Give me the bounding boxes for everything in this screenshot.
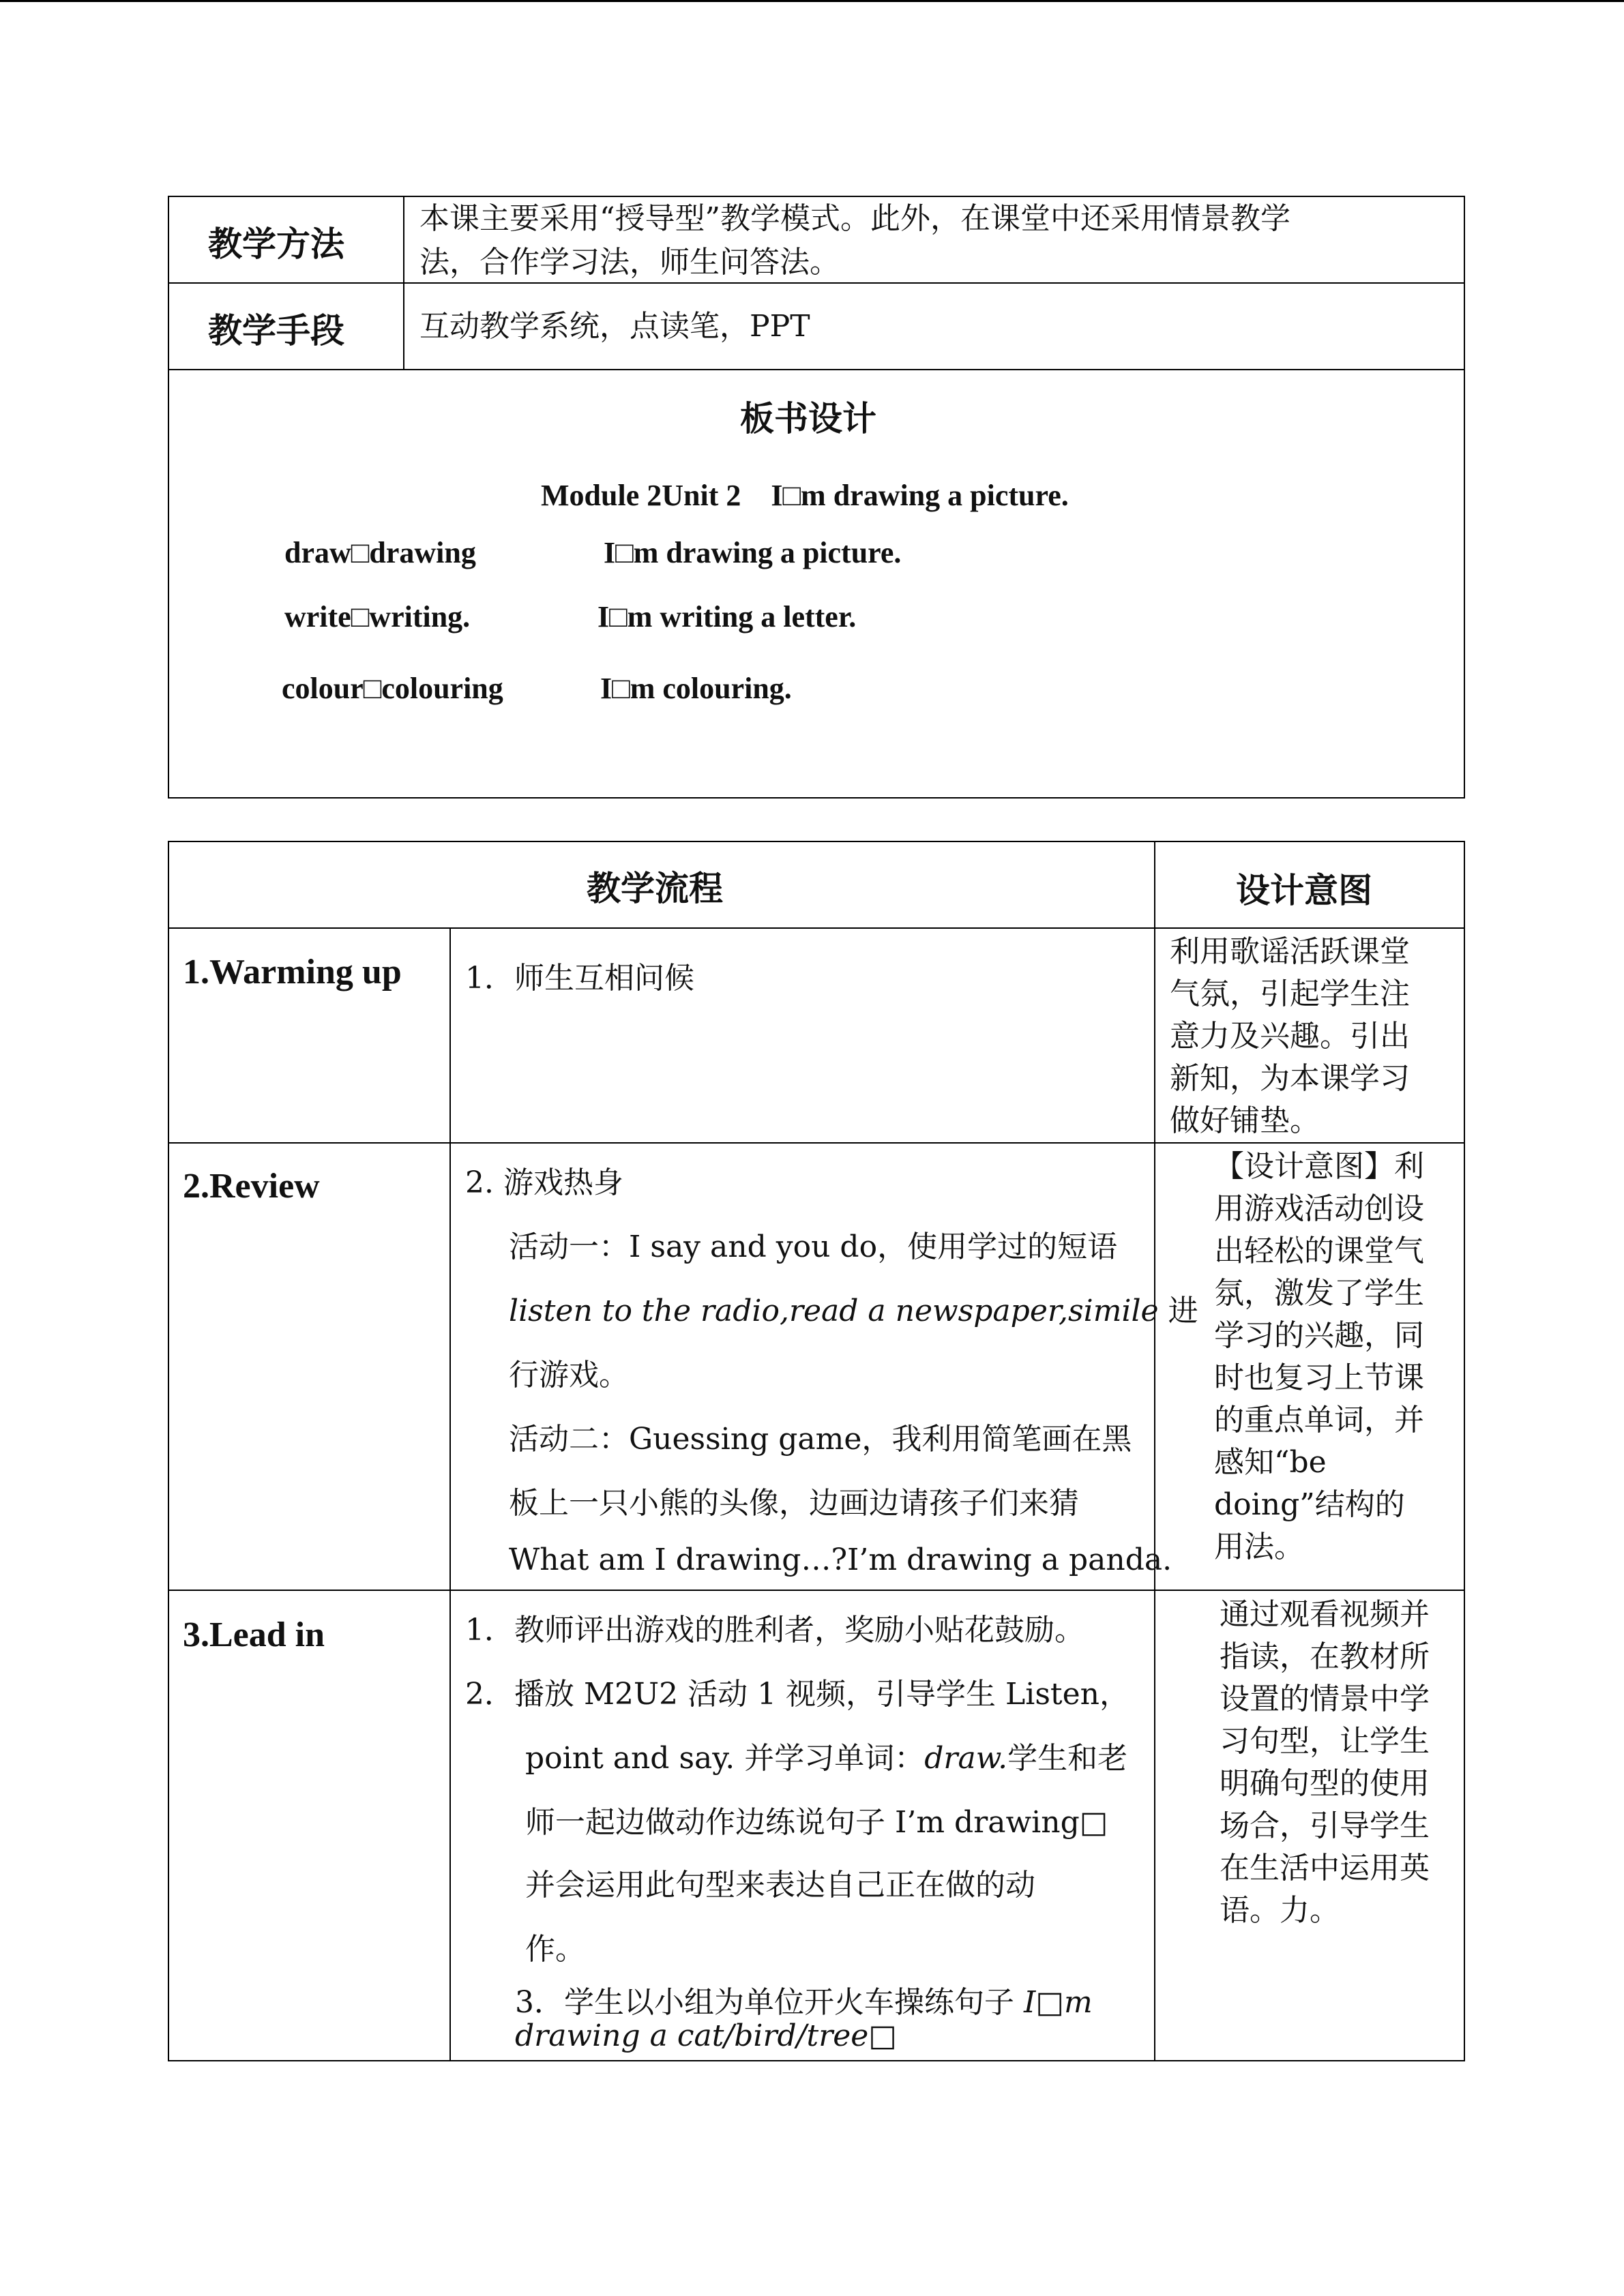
- drill-sentence: I□m: [1023, 1985, 1093, 2020]
- flow-segment: 3．学生以小组为单位开火车操练句子: [515, 1985, 1024, 2020]
- flow-line: 2. 游戏热身: [465, 1165, 623, 1200]
- flow-line: drawing a cat/bird/tree□: [515, 2018, 897, 2053]
- intent-line: 的重点单词，并: [1214, 1403, 1424, 1437]
- intent-line: 意力及兴趣。引出: [1170, 1019, 1410, 1054]
- flow-line: [509, 1286, 1198, 1330]
- intent-line: 指读，在教材所: [1220, 1639, 1430, 1674]
- board-design-subtitle: Module 2Unit 2 I□m drawing a picture.: [541, 479, 1069, 512]
- row-divider: [168, 1142, 1465, 1144]
- flow-segment: point and say. 并学习单词：: [525, 1741, 925, 1776]
- flow-line: 2．播放 M2U2 活动 1 视频，引导学生 Listen，: [465, 1677, 1130, 1712]
- flow-continuation: 进: [1158, 1294, 1198, 1328]
- column-divider: [403, 196, 404, 370]
- flow-line: 1．教师评出游戏的胜利者，奖励小贴花鼓励。: [465, 1613, 1084, 1648]
- flow-line: [515, 1978, 1093, 2021]
- flow-line: What am I drawing…?I’m drawing a panda.: [509, 1542, 1172, 1577]
- stage-review: 2.Review: [183, 1167, 320, 1206]
- intent-line: 利用歌谣活跃课堂: [1170, 934, 1410, 969]
- board-word-draw: draw□drawing: [284, 536, 476, 569]
- flow-line: 活动一：I say and you do，使用学过的短语: [509, 1229, 1118, 1264]
- flow-line: 作。: [525, 1932, 585, 1967]
- column-divider: [449, 927, 451, 2061]
- intent-line: 场合，引导学生: [1220, 1808, 1430, 1843]
- teaching-method-label: 教学方法: [208, 224, 344, 264]
- intent-line: 明确句型的使用: [1220, 1766, 1430, 1801]
- intent-line: 感知“be: [1214, 1445, 1327, 1480]
- intent-text: [1170, 931, 1410, 1142]
- flow-line: 1．师生互相问候: [465, 961, 694, 996]
- row-divider: [168, 927, 1465, 929]
- flow-line: 师一起边做动作边练说句子 I’m drawing□: [525, 1805, 1108, 1840]
- intent-line: 在生活中运用英: [1220, 1851, 1430, 1885]
- intent-line: 习句型，让学生: [1220, 1724, 1430, 1759]
- intent-line: 新知，为本课学习: [1170, 1061, 1410, 1096]
- flow-line: 活动二：Guessing game，我利用简笔画在黑: [509, 1422, 1132, 1457]
- intent-line: 语。力。: [1220, 1893, 1340, 1928]
- board-word-write: write□writing.: [284, 600, 471, 633]
- intent-line: 时也复习上节课: [1214, 1360, 1424, 1395]
- intent-line: 做好铺垫。: [1170, 1103, 1320, 1138]
- intent-line: 用法。: [1214, 1530, 1304, 1564]
- vocab-word: draw.: [924, 1741, 1008, 1776]
- stage-lead-in: 3.Lead in: [183, 1615, 325, 1654]
- intent-line: 学习的兴趣，同: [1214, 1318, 1424, 1353]
- intent-line: 设置的情景中学: [1220, 1682, 1430, 1716]
- flow-line: 板上一只小熊的头像，边画边请孩子们来猜: [509, 1486, 1079, 1521]
- row-divider: [168, 1590, 1465, 1591]
- board-sentence-write: I□m writing a letter.: [597, 600, 857, 633]
- intent-text: [1214, 1146, 1424, 1568]
- intent-line: 用游戏活动创设: [1214, 1191, 1424, 1226]
- phrase-list: listen to the radio,read a newspaper,simile: [509, 1294, 1159, 1328]
- flow-line: 行游戏。: [509, 1358, 629, 1392]
- column-divider: [1154, 841, 1155, 2061]
- teaching-method-line-2: 法，合作学习法，师生问答法。: [419, 245, 840, 280]
- intent-line: 【设计意图】利: [1214, 1149, 1424, 1184]
- intent-text: [1220, 1594, 1430, 1932]
- board-word-colour: colour□colouring: [282, 672, 503, 705]
- process-header-flow: 教学流程: [587, 869, 723, 908]
- teaching-method-line-1: 本课主要采用“授导型”教学模式。此外，在课堂中还采用情景教学: [419, 201, 1290, 236]
- intent-line: 氛，激发了学生: [1214, 1276, 1424, 1311]
- intent-line: 出轻松的课堂气: [1214, 1234, 1424, 1268]
- flow-line: [525, 1733, 1127, 1777]
- stage-warming-up: 1.Warming up: [183, 953, 402, 992]
- board-sentence-colour: I□m colouring.: [600, 672, 792, 705]
- row-divider: [168, 369, 1465, 370]
- teaching-means-text: 互动教学系统，点读笔，PPT: [419, 309, 810, 344]
- board-sentence-draw: I□m drawing a picture.: [604, 536, 902, 569]
- page-top-border: [0, 0, 1624, 2]
- flow-line: 并会运用此句型来表达自己正在做的动: [525, 1868, 1035, 1903]
- process-header-intent: 设计意图: [1236, 871, 1372, 910]
- flow-segment: 学生和老: [1007, 1741, 1128, 1776]
- board-design-title: 板书设计: [740, 399, 876, 438]
- teaching-means-label: 教学手段: [208, 311, 344, 351]
- intent-line: doing”结构的: [1214, 1487, 1405, 1522]
- intent-line: 气氛，引起学生注: [1170, 976, 1410, 1011]
- intent-line: 通过观看视频并: [1220, 1597, 1430, 1632]
